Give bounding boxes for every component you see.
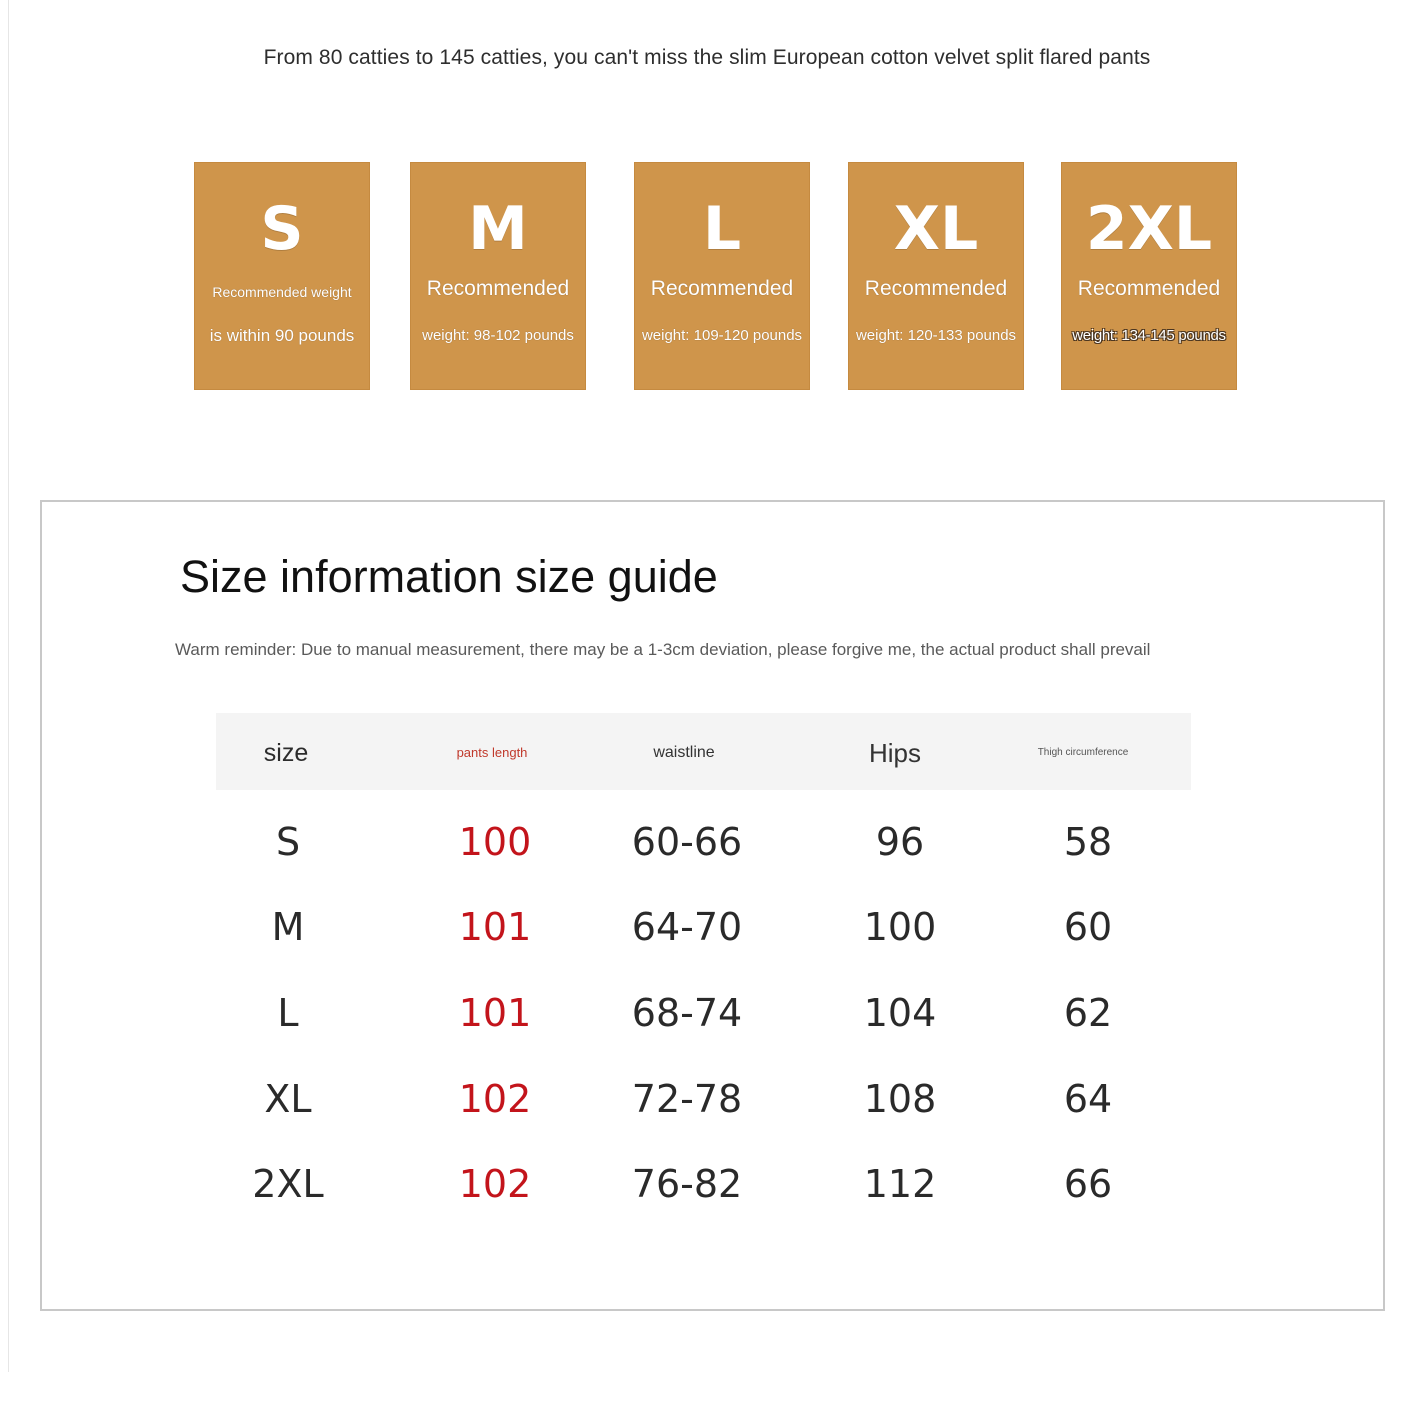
table-cell-size: L [277, 991, 299, 1035]
table-cell-pants-length: 101 [458, 905, 532, 949]
size-card-line1: Recommended [426, 277, 570, 300]
size-card-s [194, 162, 370, 390]
table-cell-thigh: 64 [1063, 1077, 1113, 1121]
size-card-line2: is within 90 pounds [209, 326, 355, 345]
table-cell-hips: 96 [875, 820, 925, 864]
table-cell-pants-length: 102 [458, 1077, 532, 1121]
table-cell-waistline: 68-74 [631, 991, 743, 1035]
table-cell-waistline: 72-78 [631, 1077, 743, 1121]
size-card-letter: M [468, 194, 528, 264]
table-cell-hips: 112 [863, 1162, 937, 1206]
header-hips: Hips [868, 738, 922, 768]
size-card-line2: weight: 98-102 pounds [422, 327, 574, 344]
table-cell-hips: 108 [863, 1077, 937, 1121]
size-card-l [634, 162, 810, 390]
table-cell-waistline: 60-66 [631, 820, 743, 864]
size-table-header [216, 713, 1191, 790]
size-card-line2: weight: 109-120 pounds [641, 327, 803, 344]
size-cards [0, 0, 1414, 420]
table-cell-size: XL [264, 1077, 312, 1121]
table-cell-size: 2XL [252, 1162, 324, 1206]
size-card-line2: weight: 120-133 pounds [855, 327, 1017, 344]
header-size: size [263, 739, 309, 767]
table-cell-hips: 104 [863, 991, 937, 1035]
table-cell-waistline: 64-70 [631, 905, 743, 949]
size-card-line1: Recommended [1077, 277, 1221, 300]
size-guide-reminder: Warm reminder: Due to manual measurement, there may be a 1-3cm deviation, please forgive me, the actual product shall prevail [175, 640, 1151, 659]
header-waistline: waistline [653, 744, 715, 761]
table-cell-size: M [271, 905, 305, 949]
size-card-letter: L [702, 194, 742, 264]
size-card-line1: Recommended weight [212, 284, 352, 300]
size-guide-panel [40, 500, 1385, 1311]
size-card-letter: XL [893, 194, 979, 264]
table-cell-thigh: 58 [1063, 820, 1113, 864]
header-pants-length: pants length [456, 745, 528, 760]
table-cell-thigh: 66 [1063, 1162, 1113, 1206]
table-cell-pants-length: 102 [458, 1162, 532, 1206]
table-cell-thigh: 62 [1063, 991, 1113, 1035]
table-cell-pants-length: 100 [458, 820, 532, 864]
size-card-xl [848, 162, 1024, 390]
size-card-m [410, 162, 586, 390]
size-card-2xl [1061, 162, 1237, 390]
size-card-line1: Recommended [864, 277, 1008, 300]
table-cell-thigh: 60 [1063, 905, 1113, 949]
size-card-letter: S [260, 194, 304, 264]
size-guide-title: Size information size guide [180, 551, 718, 602]
table-cell-hips: 100 [863, 905, 937, 949]
size-card-line1: Recommended [650, 277, 794, 300]
product-headline: From 80 catties to 145 catties, you can't miss the slim European cotton velvet split flared pants [263, 46, 1151, 69]
table-cell-size: S [275, 820, 301, 864]
size-card-letter: 2XL [1085, 194, 1213, 264]
table-cell-waistline: 76-82 [631, 1162, 743, 1206]
table-cell-pants-length: 101 [458, 991, 532, 1035]
size-card-line2: weight: 134-145 pounds [1072, 327, 1226, 344]
header-thigh-circumference: Thigh circumference [1037, 747, 1129, 758]
